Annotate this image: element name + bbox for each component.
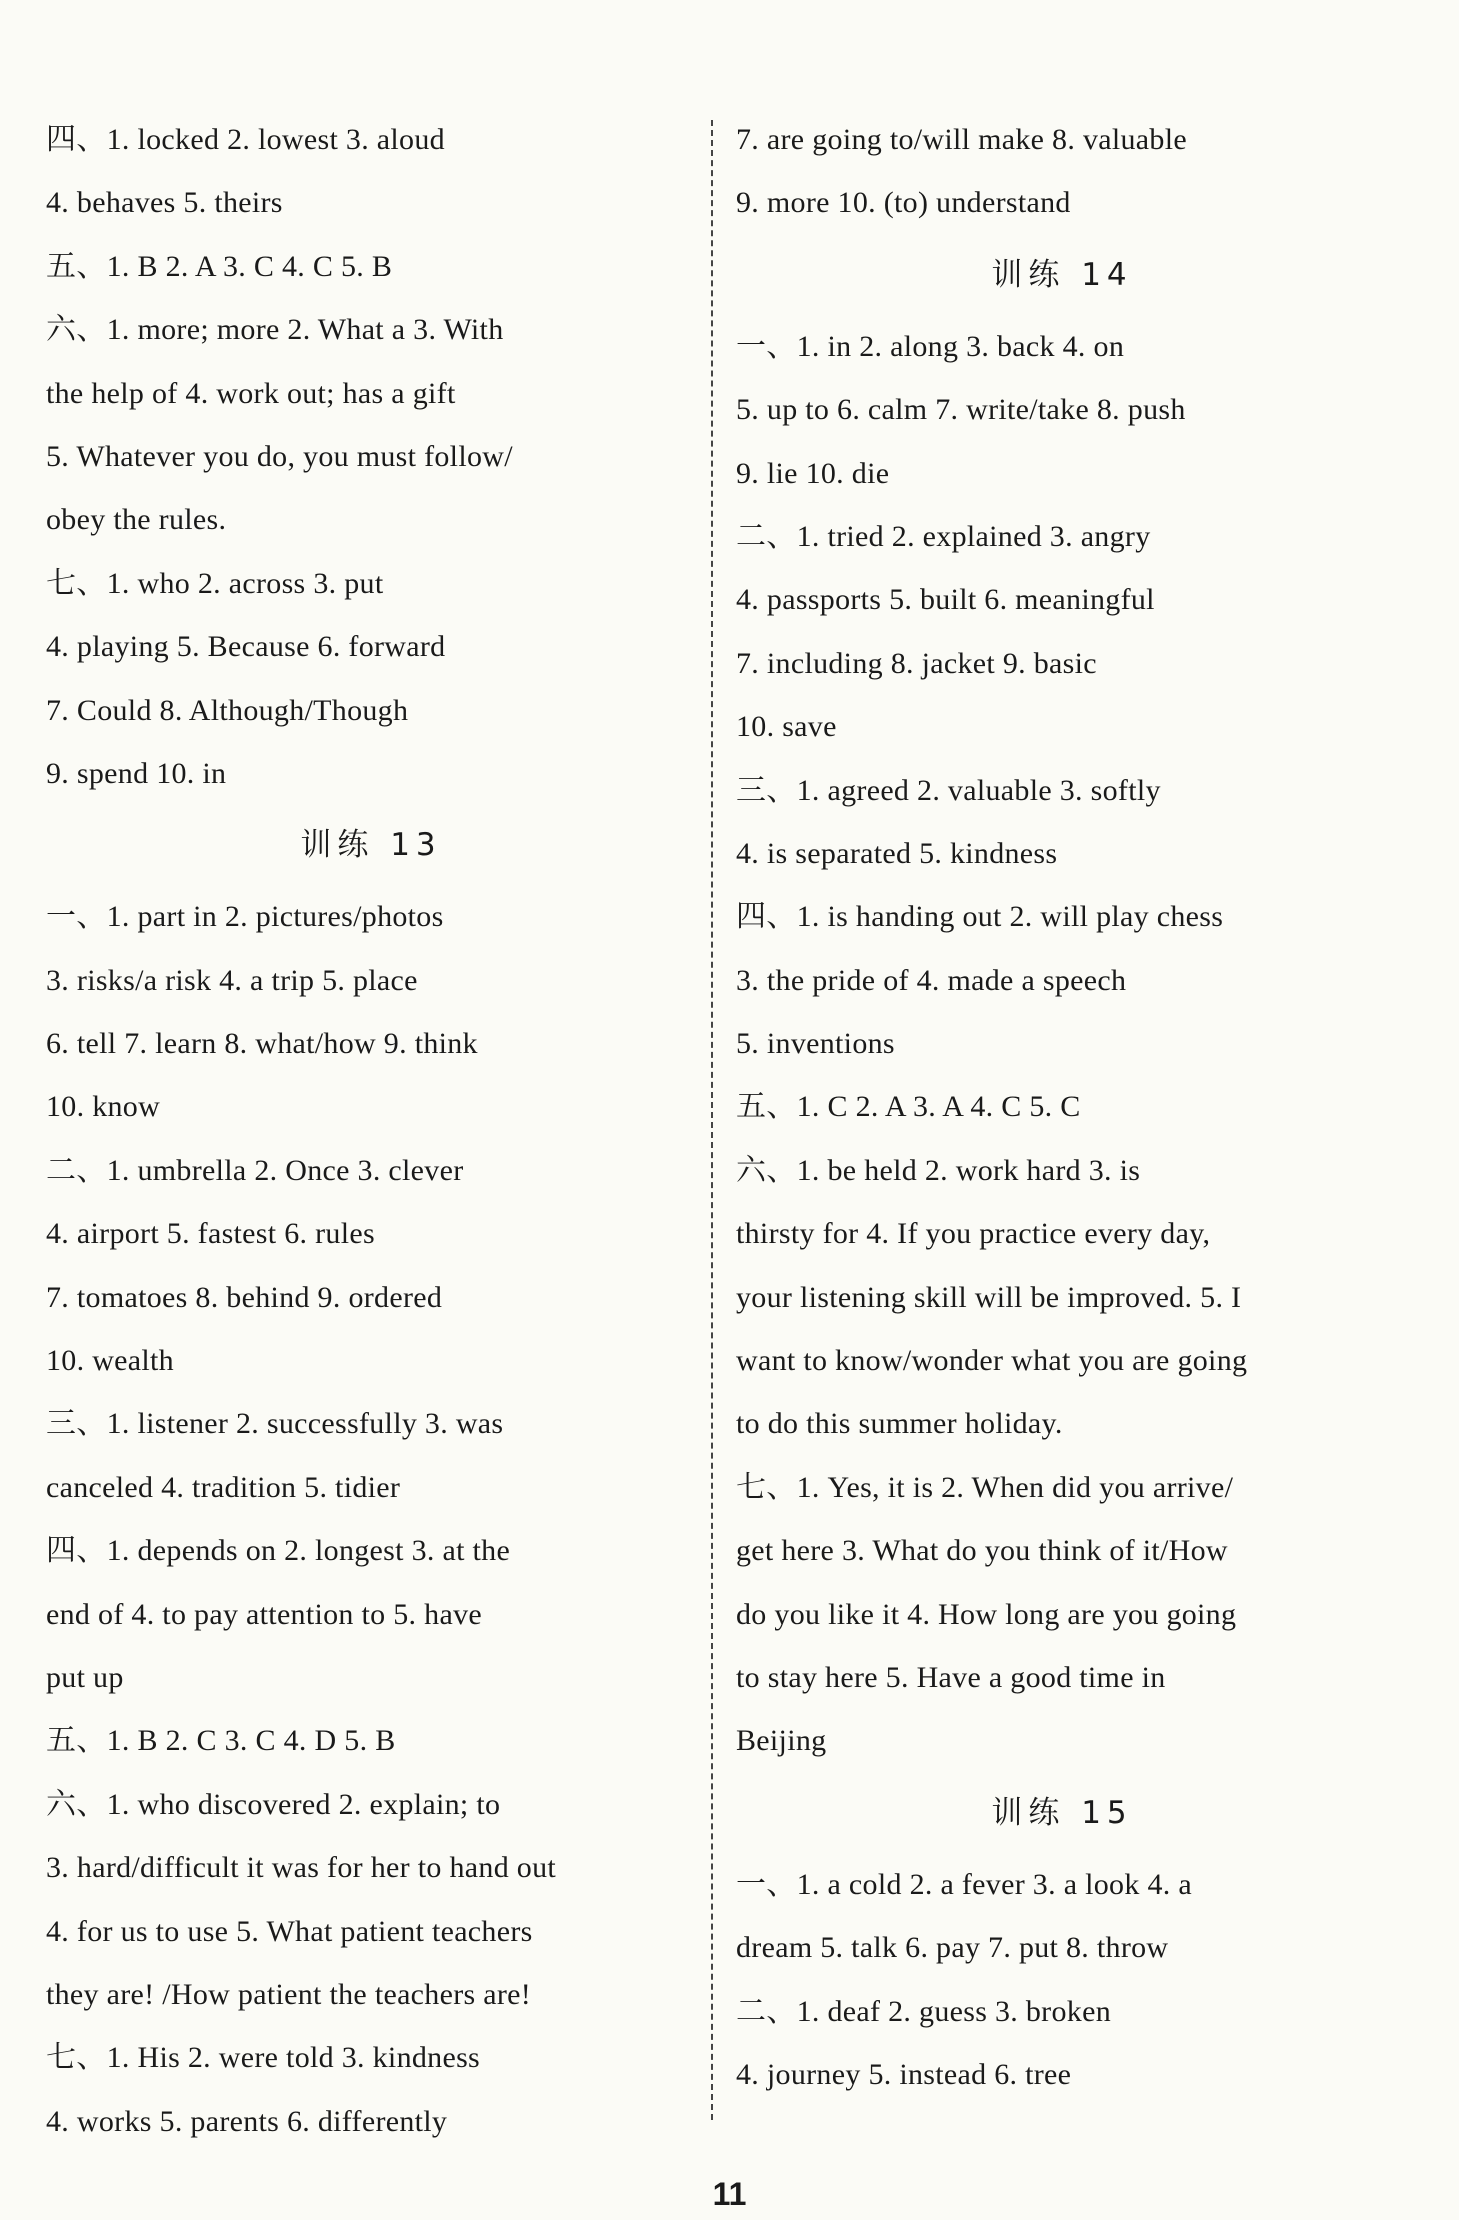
text-line: 10. wealth (46, 1344, 174, 1378)
text-line: 五、1. B 2. A 3. C 4. C 5. B (46, 249, 393, 283)
text-line: Beijing (736, 1724, 827, 1758)
text-line: 10. save (736, 710, 837, 744)
text-line: 一、1. part in 2. pictures/photos (46, 900, 444, 934)
text-line: dream 5. talk 6. pay 7. put 8. throw (736, 1931, 1169, 1965)
text-line: 五、1. C 2. A 3. A 4. C 5. C (736, 1090, 1081, 1124)
text-line: 四、1. locked 2. lowest 3. aloud (46, 123, 445, 156)
text-line: 五、1. B 2. C 3. C 4. D 5. B (46, 1724, 396, 1758)
right-column (736, 108, 1388, 2106)
text-line: get here 3. What do you think of it/How (736, 1534, 1228, 1568)
text-line: 4. airport 5. fastest 6. rules (46, 1217, 375, 1251)
text-line: to stay here 5. Have a good time in (736, 1660, 1166, 1694)
text-line: 六、1. be held 2. work hard 3. is (736, 1153, 1141, 1187)
text-line: want to know/wonder what you are going (736, 1344, 1248, 1378)
text-line: 5. up to 6. calm 7. write/take 8. push (736, 393, 1186, 427)
text-line: 二、1. tried 2. explained 3. angry (736, 519, 1151, 553)
text-line: 4. playing 5. Because 6. forward (46, 630, 446, 664)
text-line: 7. including 8. jacket 9. basic (736, 646, 1097, 680)
text-line: 7. Could 8. Although/Though (46, 693, 409, 727)
text-line: end of 4. to pay attention to 5. have (46, 1597, 482, 1631)
text-line: 7. tomatoes 8. behind 9. ordered (46, 1280, 443, 1314)
section-heading: 训练 15 (991, 1794, 1133, 1831)
text-line: 4. for us to use 5. What patient teachers (46, 1914, 533, 1948)
text-line: 9. more 10. (to) understand (736, 186, 1071, 220)
left-column (46, 108, 696, 2153)
text-line: 4. journey 5. instead 6. tree (736, 2057, 1072, 2091)
text-line: the help of 4. work out; has a gift (46, 376, 456, 410)
text-line: 七、1. Yes, it is 2. When did you arrive/ (736, 1470, 1234, 1504)
text-line: 四、1. is handing out 2. will play chess (736, 900, 1224, 934)
text-line: 10. know (46, 1090, 161, 1124)
text-line: to do this summer holiday. (736, 1407, 1063, 1441)
text-line: put up (46, 1660, 124, 1694)
text-line: 6. tell 7. learn 8. what/how 9. think (46, 1027, 478, 1061)
text-line: 一、1. in 2. along 3. back 4. on (736, 329, 1125, 363)
text-line: 4. is separated 5. kindness (736, 836, 1058, 870)
text-line: your listening skill will be improved. 5. I (736, 1280, 1242, 1314)
text-line: 4. passports 5. built 6. meaningful (736, 583, 1155, 617)
text-line: 二、1. umbrella 2. Once 3. clever (46, 1153, 464, 1187)
text-line: thirsty for 4. If you practice every day, (736, 1217, 1211, 1251)
text-line: 三、1. listener 2. successfully 3. was (46, 1407, 504, 1441)
column-divider (711, 120, 713, 2120)
text-line: do you like it 4. How long are you going (736, 1597, 1237, 1631)
text-line: 六、1. more; more 2. What a 3. With (46, 313, 504, 347)
text-line: 3. the pride of 4. made a speech (736, 963, 1127, 997)
text-line: 7. are going to/will make 8. valuable (736, 123, 1187, 156)
page-number: 11 (712, 2176, 747, 2212)
text-line: 四、1. depends on 2. longest 3. at the (46, 1534, 511, 1568)
text-line: 七、1. who 2. across 3. put (46, 566, 384, 600)
text-line: 3. hard/difficult it was for her to hand out (46, 1851, 557, 1885)
text-line: 一、1. a cold 2. a fever 3. a look 4. a (736, 1867, 1192, 1901)
text-line: 9. spend 10. in (46, 756, 227, 790)
text-line: obey the rules. (46, 503, 227, 537)
text-line: 4. works 5. parents 6. differently (46, 2104, 448, 2138)
text-line: canceled 4. tradition 5. tidier (46, 1470, 401, 1504)
text-line: 三、1. agreed 2. valuable 3. softly (736, 773, 1161, 807)
text-line: 4. behaves 5. theirs (46, 186, 283, 220)
text-line: they are! /How patient the teachers are! (46, 1977, 532, 2011)
text-line: 5. Whatever you do, you must follow/ (46, 439, 513, 473)
text-line: 9. lie 10. die (736, 456, 890, 490)
text-line: 3. risks/a risk 4. a trip 5. place (46, 963, 418, 997)
section-heading: 训练 14 (991, 256, 1133, 293)
text-line: 5. inventions (736, 1027, 895, 1061)
section-heading: 训练 13 (300, 827, 442, 864)
text-line: 六、1. who discovered 2. explain; to (46, 1787, 501, 1821)
text-line: 二、1. deaf 2. guess 3. broken (736, 1994, 1111, 2028)
text-line: 七、1. His 2. were told 3. kindness (46, 2041, 481, 2075)
